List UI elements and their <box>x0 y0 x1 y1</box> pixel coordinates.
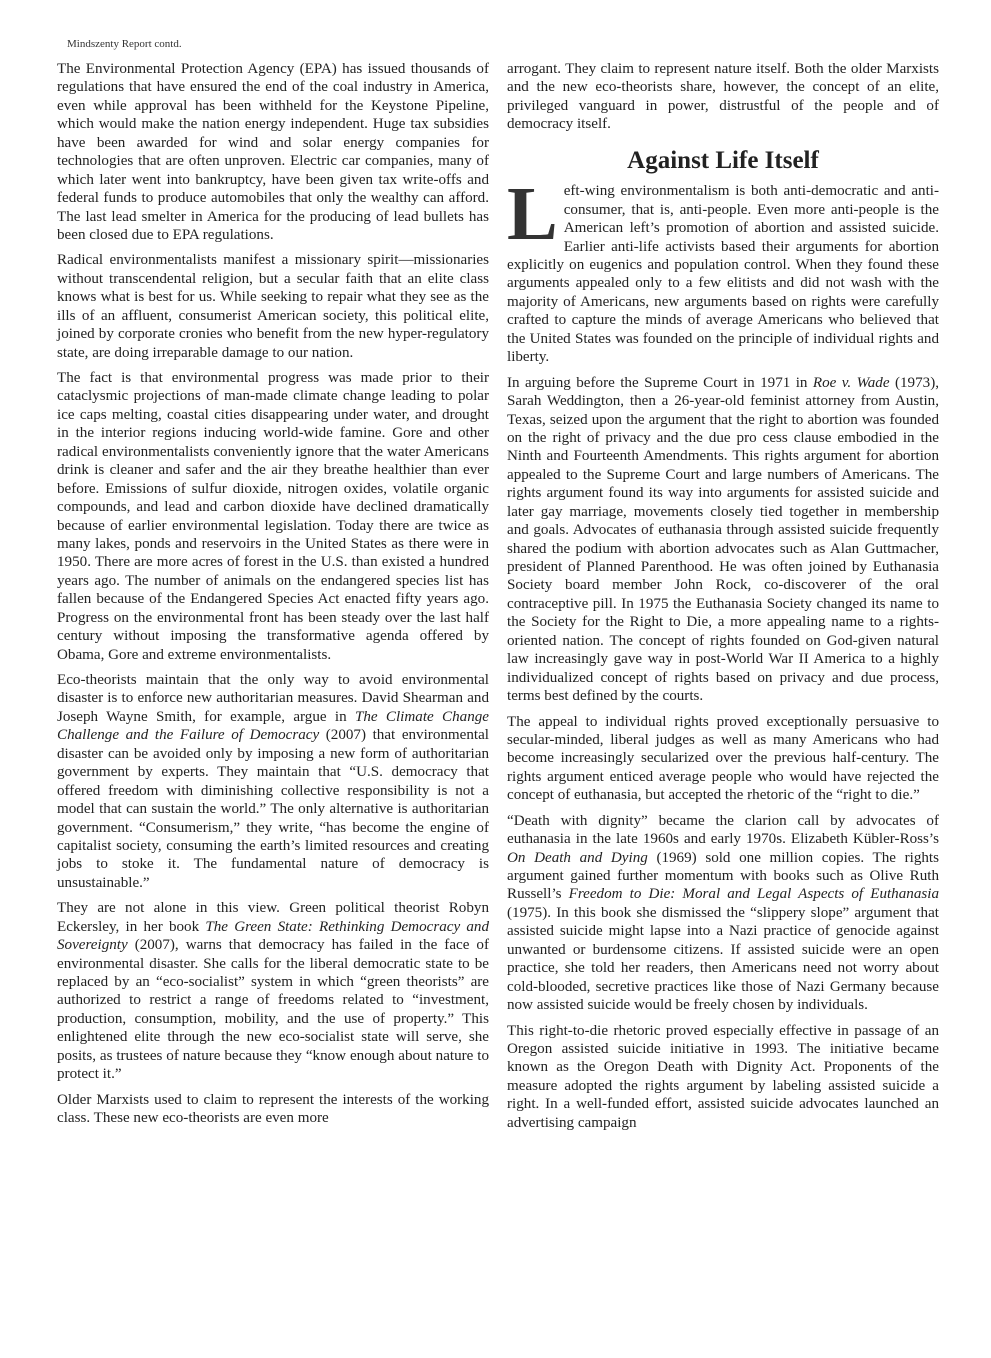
text-run: “Death with dignity” became the clarion call by advocates of euthanasia in the late 1960s and early 1970s. Elizabeth Kübler-Ross’s <box>507 812 939 848</box>
running-header: Mindszenty Report contd. <box>67 38 182 50</box>
text-run: (2007), warns that democracy has failed in the face of environmental disaster. She calls for the liberal democratic state to be replaced by an “eco-socialist” system in which “green theorists” are authorized to restrict a range of freedoms related to “investment, production, consumption, mobility, and the use of property.” This enlightened elite through the new eco-socialist state will serve, she posits, as trustees of nature because they “know enough about nature to protect it.” <box>57 937 489 1083</box>
text-run: Eco-theorists maintain that the only way to avoid environmental disaster is to enforce new authoritarian measures. David Shearman and Joseph Wayne Smith, for example, argue in <box>57 672 489 725</box>
text-run: (1973), Sarah Weddington, then a 26-year-old feminist attorney from Austin, Texas, seized upon the argument that the right to abortion was founded on the right of privacy and the due pro cess clause embodied in the Ninth and Fourteenth Amendments. This rights argument for abortion appealed to the Supreme Court and large numbers of Americans. The rights argument found its way into arguments for assisted suicide and later gay marriage, movements closely tied together in membership and goals. Advocates of euthanasia through assisted suicide frequently shared the podium with abortion advocates such as Alan Guttmacher, president of Planned Parenthood. He was often joined by Euthanasia Society board member John Rock, co-discoverer of the oral contraceptive pill. In 1975 the Euthanasia Society changed its name to the Society for the Right to Die, a more appealing name to a rights-oriented nation. The concept of rights founded on God-given natural law increasingly gave way in post-World War II America to a highly individualized concept of rights based on privacy and due process, terms best defined by the courts. <box>507 374 939 705</box>
left-column <box>57 60 489 1135</box>
paragraph <box>57 899 489 1083</box>
text-run: They are not alone in this view. Green political theorist Robyn Eckersley, in her book <box>57 900 489 935</box>
book-title: The Climate Change Challenge and the Failure of Democracy <box>57 708 489 744</box>
paragraph: The appeal to individual rights proved exceptionally persuasive to secular-minded, liberal judges as well as many Americans who had become increasingly secularized over the previous half-century. The rights argument enticed average people who would have rejected the concept of euthanasia, but accepted the rhetoric of the “right to die.” <box>507 713 939 804</box>
text-run: In arguing before the Supreme Court in 1971 in <box>507 374 813 391</box>
right-column <box>507 60 939 1139</box>
paragraph: Radical environmentalists manifest a missionary spirit—missionaries without transcendental religion, but a secular faith that an elite class knows what is best for us. While seeking to repair what they see as the ills of an affluent, consumerist American society, this political elite, joined by corporate cronies who benefit from the new hyper-regulatory state, are doing irreparable damage to our nation. <box>57 252 489 361</box>
book-title: Freedom to Die: Moral and Legal Aspects of Euthanasia <box>568 886 939 903</box>
paragraph <box>507 812 939 1015</box>
text-run: (1969) sold one million copies. The rights argument gained further momentum with books such as Olive Ruth Russell’s <box>507 849 940 903</box>
book-title: The Green State: Rethinking Democracy and Sovereignty <box>57 918 489 954</box>
paragraph: The Environmental Protection Agency (EPA) has issued thousands of regulations that have ensured the end of the coal industry in America, even while approval has been withheld for the Keystone Pipeline, which would make the nation energy independent. Huge tax subsidies have been awarded for wind and solar energy companies for technologies that are often unproven. Electric car companies, many of which later went into bankruptcy, have been given tax write-offs and federal funds to produce automobiles that only the wealthy can afford. The last lead smelter in America for the producing of lead bullets has been closed due to EPA regulations. <box>57 61 489 243</box>
paragraph <box>507 374 939 706</box>
paragraph: This right-to-die rhetoric proved especially effective in passage of an Oregon assisted suicide initiative in 1993. The initiative became known as the Oregon Death with Dignity Act. Proponents of the measure adopted the rights argument by labeling assisted suicide a right. In a well-funded effort, assisted suicide advocates launched an advertising campaign <box>507 1022 939 1131</box>
text-run: eft-wing environmentalism is both anti-democratic and anti-consumer, that is, anti-people. Even more anti-people is the American left’s promotion of abortion and assisted suicide. Earlier anti-life activists based their arguments for abortion explicitly on eugenics and population control. When they found these arguments appealed only to a few elitists and did not wash with the majority of Americans, new arguments based on rights were carefully crafted to capture the minds of average Americans who believed that the United States was founded on the principle of individual rights and liberty. <box>507 183 939 366</box>
paragraph <box>507 172 939 366</box>
drop-cap: L <box>507 172 558 257</box>
case-title: Roe v. Wade <box>812 374 890 391</box>
section-heading: Against Life Itself <box>627 146 819 174</box>
paragraph: The fact is that environmental progress was made prior to their cataclysmic projections of man-made climate change leading to polar ice caps melting, coastal cities disappearing under water, and drought in the interior regions inducing world-wide famine. Gore and other radical environmentalists conveniently ignore that the water Americans drink is cleaner and safer and the air they breathe healthier than ever before. Emissions of sulfur dioxide, nitrogen oxides, volatile organic compounds, and lead and carbon dioxide have declined dramatically because of earlier environmental legislation. Today there are twice as many lakes, ponds and reservoirs in the United States as there were in 1950. There are more acres of forest in the U.S. than existed a hundred years ago. The number of animals on the endangered species list has fallen because of the Endangered Species Act enacted fifty years ago. Progress on the environmental front has been steady over the last half century without imposing the transformative agenda offered by Obama, Gore and extreme environmentalists. <box>57 370 489 663</box>
text-run: (1975). In this book she dismissed the “slippery slope” argument that assisted suicide might lapse into a Nazi practice of genocide against unwanted or burdensome citizens. If assisted suicide were an open practice, she told her readers, then Americans need not worry about cold-blooded, secretive practices like those of Nazi Germany because now assisted suicide would be freely chosen by individuals. <box>507 904 939 1014</box>
paragraph <box>57 671 489 892</box>
paragraph: Older Marxists used to claim to represent the interests of the working class. These new eco-theorists are even more <box>57 1091 489 1127</box>
book-title: On Death and Dying <box>507 849 648 866</box>
paragraph: arrogant. They claim to represent nature itself. Both the older Marxists and the new eco-theorists share, however, the concept of an elite, privileged vanguard in power, distrustful of the people and of democracy itself. <box>507 61 939 133</box>
text-run: (2007) that environmental disaster can be avoided only by imposing a new form of authoritarian government by experts. They maintain that “U.S. democracy that offered freedom with diminishing collective responsibility is not a model that can sustain the world.” The only alternative is authoritarian government. “Consumerism,” they write, “has become the engine of capitalist society, consuming the earth’s limited resources and creating jobs to stoke it. The fundamental nature of democracy is unsustainable.” <box>57 727 489 891</box>
